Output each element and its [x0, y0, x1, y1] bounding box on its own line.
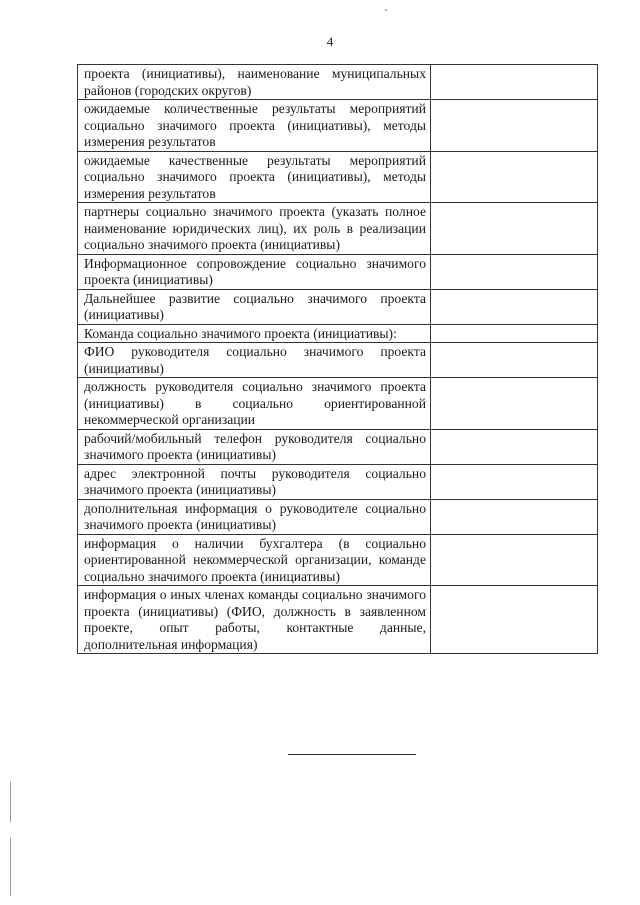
table-row	[78, 464, 598, 499]
row-label-project-team: Команда социально значимого проекта (инициативы):	[78, 324, 431, 343]
row-value-field[interactable]	[431, 429, 598, 464]
table-row	[78, 203, 598, 255]
row-label-leader-email: адрес электронной почты руководителя социально значимого проекта (инициативы)	[78, 464, 431, 499]
table-row	[78, 534, 598, 586]
row-value-field[interactable]	[431, 324, 598, 343]
row-value-field[interactable]	[431, 254, 598, 289]
table-row	[78, 65, 598, 100]
table-row	[78, 586, 598, 654]
row-label-qualitative-results: ожидаемые качественные результаты мероприятий социально значимого проекта (инициативы), методы измерения результатов	[78, 151, 431, 203]
table-row	[78, 254, 598, 289]
row-label-leader-name: ФИО руководителя социально значимого проекта (инициативы)	[78, 343, 431, 378]
row-value-field[interactable]	[431, 100, 598, 152]
table-row	[78, 100, 598, 152]
row-value-field[interactable]	[431, 151, 598, 203]
row-label-other-team-members: информация о иных членах команды социально значимого проекта (инициативы) (ФИО, должность в заявленном проекте, опыт работы, контактные данные, дополнительная информация)	[78, 586, 431, 654]
table-row	[78, 499, 598, 534]
row-value-field[interactable]	[431, 343, 598, 378]
row-label-leader-position: должность руководителя социально значимого проекта (инициативы) в социально ориентированной некоммерческой организации	[78, 378, 431, 430]
row-value-field[interactable]	[431, 203, 598, 255]
closing-rule-line	[288, 754, 416, 755]
row-label-project-districts: проекта (инициативы), наименование муниципальных районов (городских округов)	[78, 65, 431, 100]
table-row	[78, 343, 598, 378]
row-label-quantitative-results: ожидаемые количественные результаты мероприятий социально значимого проекта (инициативы), методы измерения результатов	[78, 100, 431, 152]
row-value-field[interactable]	[431, 586, 598, 654]
table-row	[78, 289, 598, 324]
row-value-field[interactable]	[431, 464, 598, 499]
row-label-accountant-info: информация о наличии бухгалтера (в социально ориентированной некоммерческой организации, команде социально значимого проекта (инициативы)	[78, 534, 431, 586]
row-value-field[interactable]	[431, 289, 598, 324]
scan-edge-mark	[10, 838, 11, 896]
page-number: 4	[326, 34, 334, 49]
table-row	[78, 429, 598, 464]
row-value-field[interactable]	[431, 499, 598, 534]
table-row	[78, 151, 598, 203]
scan-speck	[385, 9, 387, 11]
row-value-field[interactable]	[431, 534, 598, 586]
table-row	[78, 378, 598, 430]
table-row	[78, 324, 598, 343]
row-label-media-support: Информационное сопровождение социально значимого проекта (инициативы)	[78, 254, 431, 289]
row-value-field[interactable]	[431, 65, 598, 100]
application-form-table	[77, 64, 598, 654]
row-value-field[interactable]	[431, 378, 598, 430]
row-label-partners: партнеры социально значимого проекта (указать полное наименование юридических лиц), их роль в реализации социально значимого проекта (инициативы)	[78, 203, 431, 255]
scan-edge-mark	[10, 782, 11, 822]
row-label-further-development: Дальнейшее развитие социально значимого проекта (инициативы)	[78, 289, 431, 324]
row-label-leader-phone: рабочий/мобильный телефон руководителя социально значимого проекта (инициативы)	[78, 429, 431, 464]
row-label-leader-additional-info: дополнительная информация о руководителе социально значимого проекта (инициативы)	[78, 499, 431, 534]
